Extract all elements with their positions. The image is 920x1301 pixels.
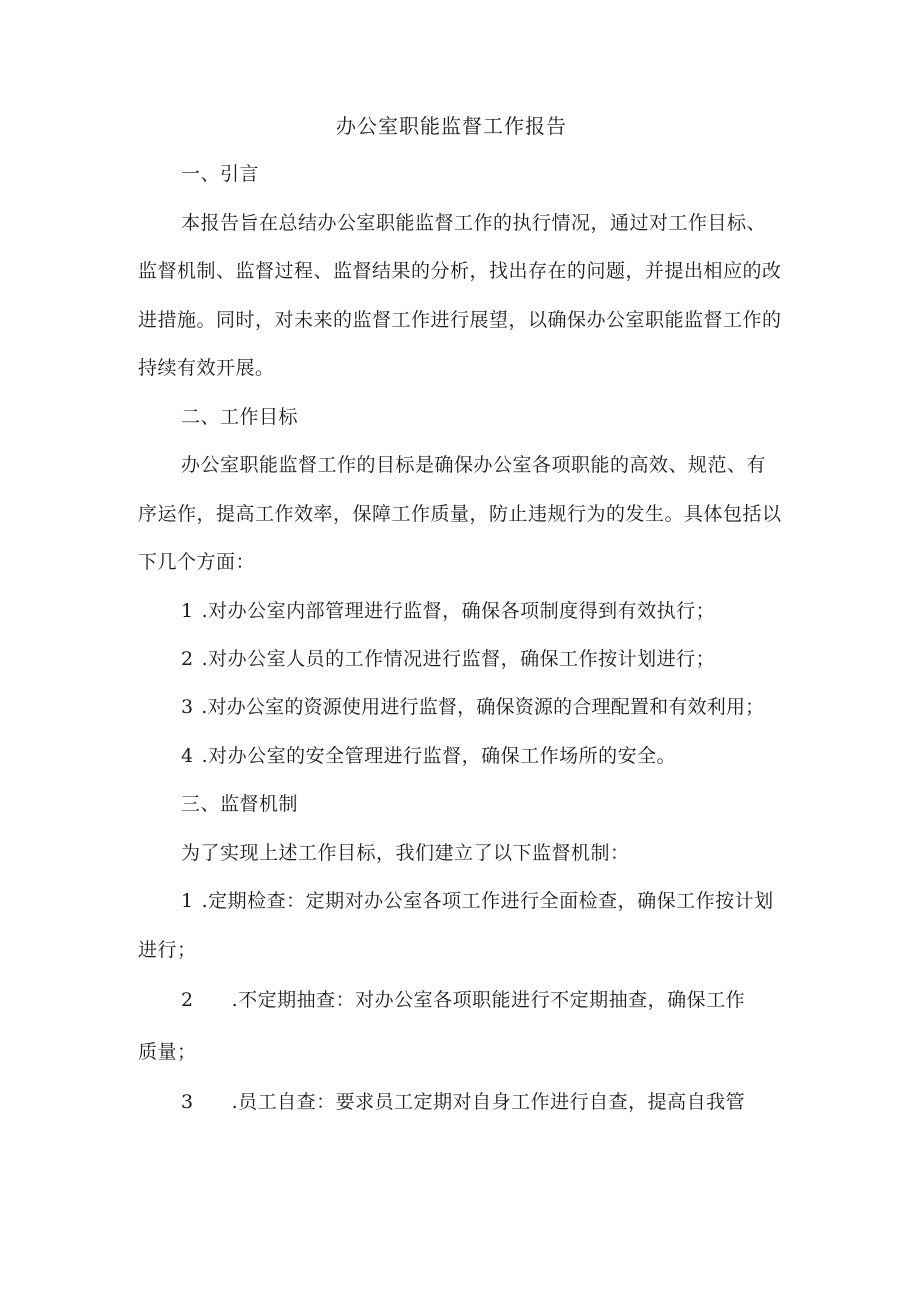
- goal-item: [181, 695, 764, 719]
- intro-line-2: 监督机制、监督过程、监督结果的分析，找出存在的问题，并提出相应的改: [138, 260, 782, 282]
- mechanism-item-text: .员工自查：要求员工定期对自身工作进行自查，提高自我管: [231, 1091, 746, 1113]
- heading-goals: 二、工作目标: [181, 406, 299, 428]
- goal-item-text: .对办公室人员的工作情况进行监督，确保工作按计划进行；: [201, 648, 716, 670]
- goal-item-text: .对办公室内部管理进行监督，确保各项制度得到有效执行；: [201, 600, 716, 622]
- mechanism-item: [181, 1090, 745, 1114]
- mechanism-item-continuation: 进行；: [138, 939, 197, 961]
- mechanism-item-text: .不定期抽查：对办公室各项职能进行不定期抽查，确保工作: [231, 989, 746, 1011]
- mechanism-item-number: 1: [181, 890, 194, 912]
- mechanism-item: [181, 988, 745, 1012]
- goal-item-text: .对办公室的安全管理进行监督，确保工作场所的安全。: [201, 745, 677, 767]
- heading-mechanism: 三、监督机制: [181, 793, 299, 815]
- goal-item: [181, 647, 715, 671]
- mechanism-item-number: 3: [181, 1091, 194, 1113]
- mechanism-item-number: 2: [181, 989, 194, 1011]
- goal-item-number: 3: [181, 696, 194, 718]
- intro-line-3: 进措施。同时，对未来的监督工作进行展望，以确保办公室职能监督工作的: [138, 309, 782, 331]
- goal-item: [181, 599, 715, 623]
- goal-item-number: 2: [181, 648, 194, 670]
- goals-line-1: 办公室职能监督工作的目标是确保办公室各项职能的高效、规范、有: [181, 454, 767, 476]
- goals-line-2: 序运作，提高工作效率，保障工作质量，防止违规行为的发生。具体包括以: [138, 503, 782, 525]
- goal-item-number: 1: [181, 600, 194, 622]
- goal-item-number: 4: [181, 745, 194, 767]
- heading-intro: 一、引言: [181, 163, 260, 185]
- mechanism-item-continuation: 质量；: [138, 1041, 197, 1063]
- mechanism-item-text: .定期检查：定期对办公室各项工作进行全面检查，确保工作按计划: [201, 890, 774, 912]
- mechanism-intro: 为了实现上述工作目标，我们建立了以下监督机制：: [181, 842, 630, 864]
- goal-item-text: .对办公室的资源使用进行监督，确保资源的合理配置和有效利用；: [201, 696, 765, 718]
- document-title: 办公室职能监督工作报告: [336, 114, 567, 138]
- intro-line-1: 本报告旨在总结办公室职能监督工作的执行情况，通过对工作目标、: [181, 212, 767, 234]
- goal-item: [181, 744, 676, 768]
- goals-line-3: 下几个方面：: [138, 551, 256, 573]
- intro-line-4: 持续有效开展。: [138, 357, 275, 379]
- mechanism-item: [181, 889, 774, 913]
